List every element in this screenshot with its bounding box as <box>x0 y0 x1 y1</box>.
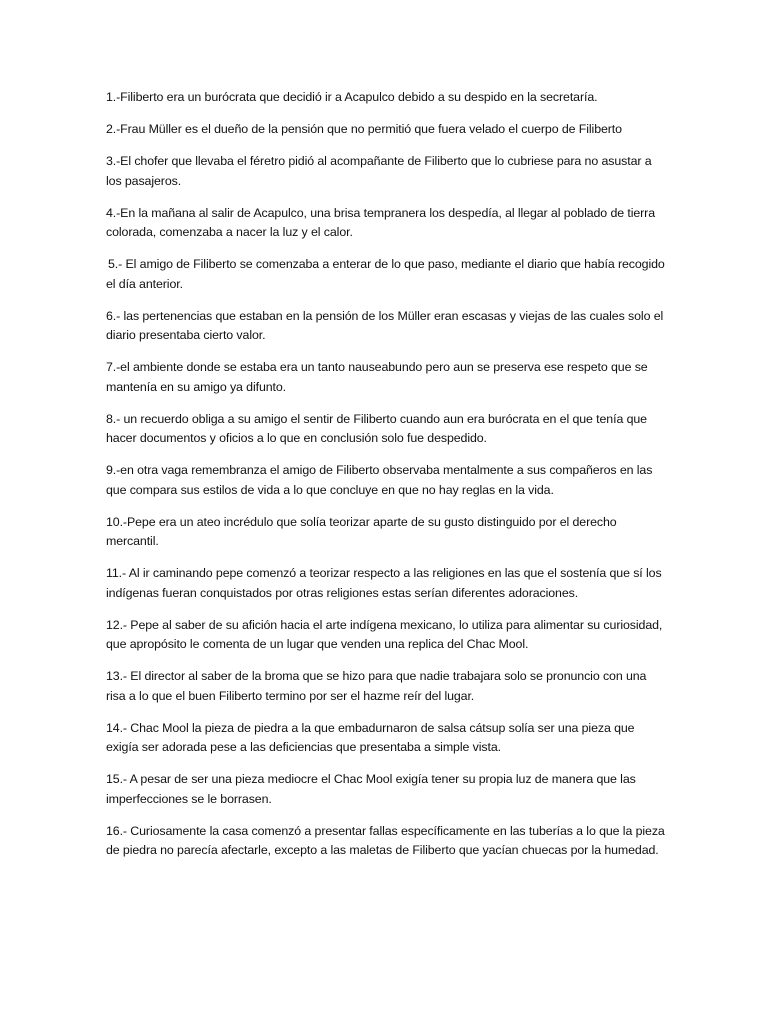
paragraph-6: 6.- las pertenencias que estaban en la pensión de los Müller eran escasas y viejas de las cuales solo el diario presentaba cierto valor. <box>106 308 664 342</box>
paragraph-2: 2.-Frau Müller es el dueño de la pensión que no permitió que fuera velado el cuerpo de Filiberto <box>106 122 622 136</box>
paragraph-11: 11.- Al ir caminando pepe comenzó a teorizar respecto a las religiones en las que el sostenía que sí los indígenas fueran conquistados por otras religiones estas serían diferentes adoraciones. <box>106 566 662 600</box>
paragraph-15: 15.- A pesar de ser una pieza mediocre el Chac Mool exigía tener su propia luz de manera que las imperfecciones se le borrasen. <box>106 772 636 806</box>
paragraph-10: 10.-Pepe era un ateo incrédulo que solía teorizar aparte de su gusto distinguido por el derecho mercantil. <box>106 514 617 548</box>
paragraph-3: 3.-El chofer que llevaba el féretro pidió al acompañante de Filiberto que lo cubriese para no asustar a los pasajeros. <box>106 154 652 188</box>
paragraph-8: 8.- un recuerdo obliga a su amigo el sentir de Filiberto cuando aun era burócrata en el que tenía que hacer documentos y oficios a lo que en conclusión solo fue despedido. <box>106 411 647 445</box>
paragraph-1: 1.-Filiberto era un burócrata que decidió ir a Acapulco debido a su despido en la secretaría. <box>106 90 598 104</box>
document-body <box>106 88 666 873</box>
paragraph-4: 4.-En la mañana al salir de Acapulco, una brisa tempranera los despedía, al llegar al poblado de tierra colorada, comenzaba a nacer la luz y el calor. <box>106 205 655 239</box>
paragraph-14: 14.- Chac Mool la pieza de piedra a la que embadurnaron de salsa cátsup solía ser una pieza que exigía ser adorada pese a las deficiencias que presentaba a simple vista. <box>106 720 635 754</box>
paragraph-16: 16.- Curiosamente la casa comenzó a presentar fallas específicamente en las tuberías a lo que la pieza de piedra no parecía afectarle, excepto a las maletas de Filiberto que yacían chuecas por la humedad. <box>106 823 665 857</box>
paragraph-7: 7.-el ambiente donde se estaba era un tanto nauseabundo pero aun se preserva ese respeto que se mantenía en su amigo ya difunto. <box>106 360 648 394</box>
paragraph-13: 13.- El director al saber de la broma que se hizo para que nadie trabajara solo se pronuncio con una risa a lo que el buen Filiberto termino por ser el hazme reír del lugar. <box>106 669 647 703</box>
paragraph-5: 5.- El amigo de Filiberto se comenzaba a enterar de lo que paso, mediante el diario que había recogido el día anterior. <box>106 257 665 291</box>
paragraph-9: 9.-en otra vaga remembranza el amigo de Filiberto observaba mentalmente a sus compañeros en las que compara sus estilos de vida a lo que concluye en que no hay reglas en la vida. <box>106 463 653 497</box>
paragraph-12: 12.- Pepe al saber de su afición hacia el arte indígena mexicano, lo utiliza para alimentar su curiosidad, que apropósito le comenta de un lugar que venden una replica del Chac Mool. <box>106 617 663 651</box>
